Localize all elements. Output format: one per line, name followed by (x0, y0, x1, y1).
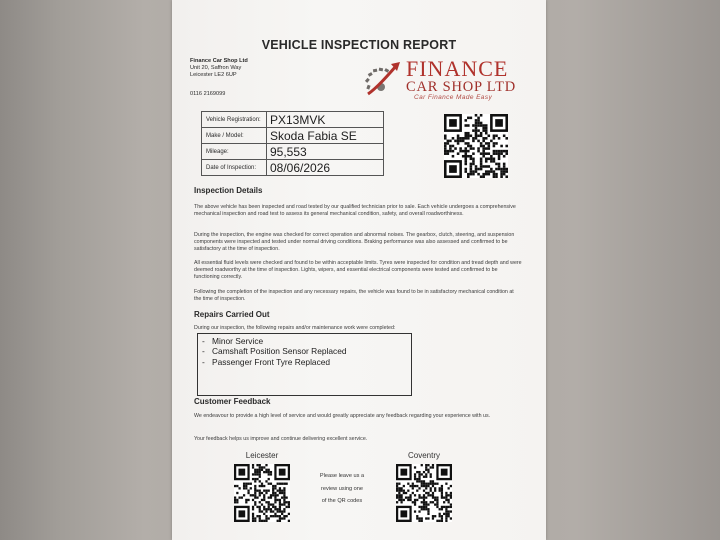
feedback-paragraph: Your feedback helps us improve and continue delivering excellent service. (194, 436, 368, 442)
field-label: Mileage: (202, 144, 267, 160)
address-line-1: Unit 20, Saffron Way (190, 65, 242, 72)
table-row (202, 160, 384, 176)
address-line-2: Leicester LE2 6UP (190, 72, 237, 79)
field-value: 95,553 (267, 144, 384, 160)
field-value: 08/06/2026 (267, 160, 384, 176)
inspection-paragraph: All essential fluid levels were checked and found to be within acceptable limits. Tyres were inspected for condition and tread depth and were deemed roadworthy at the time of inspection. Lights, wipers, and essential electrical components were tested and confirmed to be functioning correctly. (194, 260, 522, 280)
field-label: Make / Model: (202, 128, 267, 144)
qr-code-icon[interactable] (234, 464, 290, 522)
list-item: - Passenger Front Tyre Replaced (202, 356, 331, 367)
inspection-paragraph: The above vehicle has been inspected and road tested by our qualified technician prior to sale. Each vehicle undergoes a comprehensive mechanical inspection and road test to assess its general mechanical condition, safety, and overall roadworthiness. (194, 204, 516, 217)
feedback-paragraph: We endeavour to provide a high level of service and would greatly appreciate any feedback regarding your experience with us. (194, 413, 491, 419)
company-address (190, 58, 248, 80)
list-item: - Camshaft Position Sensor Replaced (202, 346, 347, 357)
table-row (202, 144, 384, 160)
company-logo (360, 56, 520, 106)
inspection-paragraph: During the inspection, the engine was checked for correct operation and abnormal noises. The gearbox, clutch, steering, and suspension components were inspected and tested under normal driving conditions. Braking performance was also assessed and confirmed to be satisfactory at the time of inspection. (194, 232, 515, 252)
company-name: Finance Car Shop Ltd (190, 58, 248, 64)
repairs-intro: During our inspection, the following repairs and/or maintenance work were completed: (194, 325, 396, 331)
field-value: Skoda Fabia SE (267, 128, 384, 144)
field-label: Vehicle Registration: (202, 112, 267, 128)
repairs-list (197, 333, 412, 396)
review-note: Please leave us a review using one of the QR codes (319, 473, 365, 505)
company-phone: 0116 2169099 (190, 91, 226, 97)
inspection-paragraph: Following the completion of the inspection and any necessary repairs, the vehicle was found to be in satisfactory mechanical condition at the time of inspection. (194, 289, 514, 302)
repairs-heading: Repairs Carried Out (194, 310, 270, 319)
table-row (202, 128, 384, 144)
qr-code-icon[interactable] (444, 114, 508, 178)
inspection-details-heading: Inspection Details (194, 186, 263, 195)
feedback-heading: Customer Feedback (194, 397, 271, 406)
inspection-report-page (172, 0, 546, 540)
field-value: PX13MVK (267, 112, 384, 128)
list-item: - Minor Service (202, 336, 264, 346)
location-label-leicester: Leicester (245, 451, 279, 460)
table-row (202, 112, 384, 128)
speedometer-logo-icon (360, 60, 402, 102)
report-title: VEHICLE INSPECTION REPORT (261, 38, 457, 52)
qr-code-icon[interactable] (396, 464, 452, 522)
location-label-coventry: Coventry (407, 451, 440, 460)
vehicle-details-table (201, 111, 384, 176)
logo-text-car-shop: CAR SHOP LTD (406, 79, 517, 95)
logo-tagline: Car Finance Made Easy (414, 94, 493, 101)
logo-text-finance: FINANCE (406, 56, 509, 81)
field-label: Date of Inspection: (202, 160, 267, 176)
